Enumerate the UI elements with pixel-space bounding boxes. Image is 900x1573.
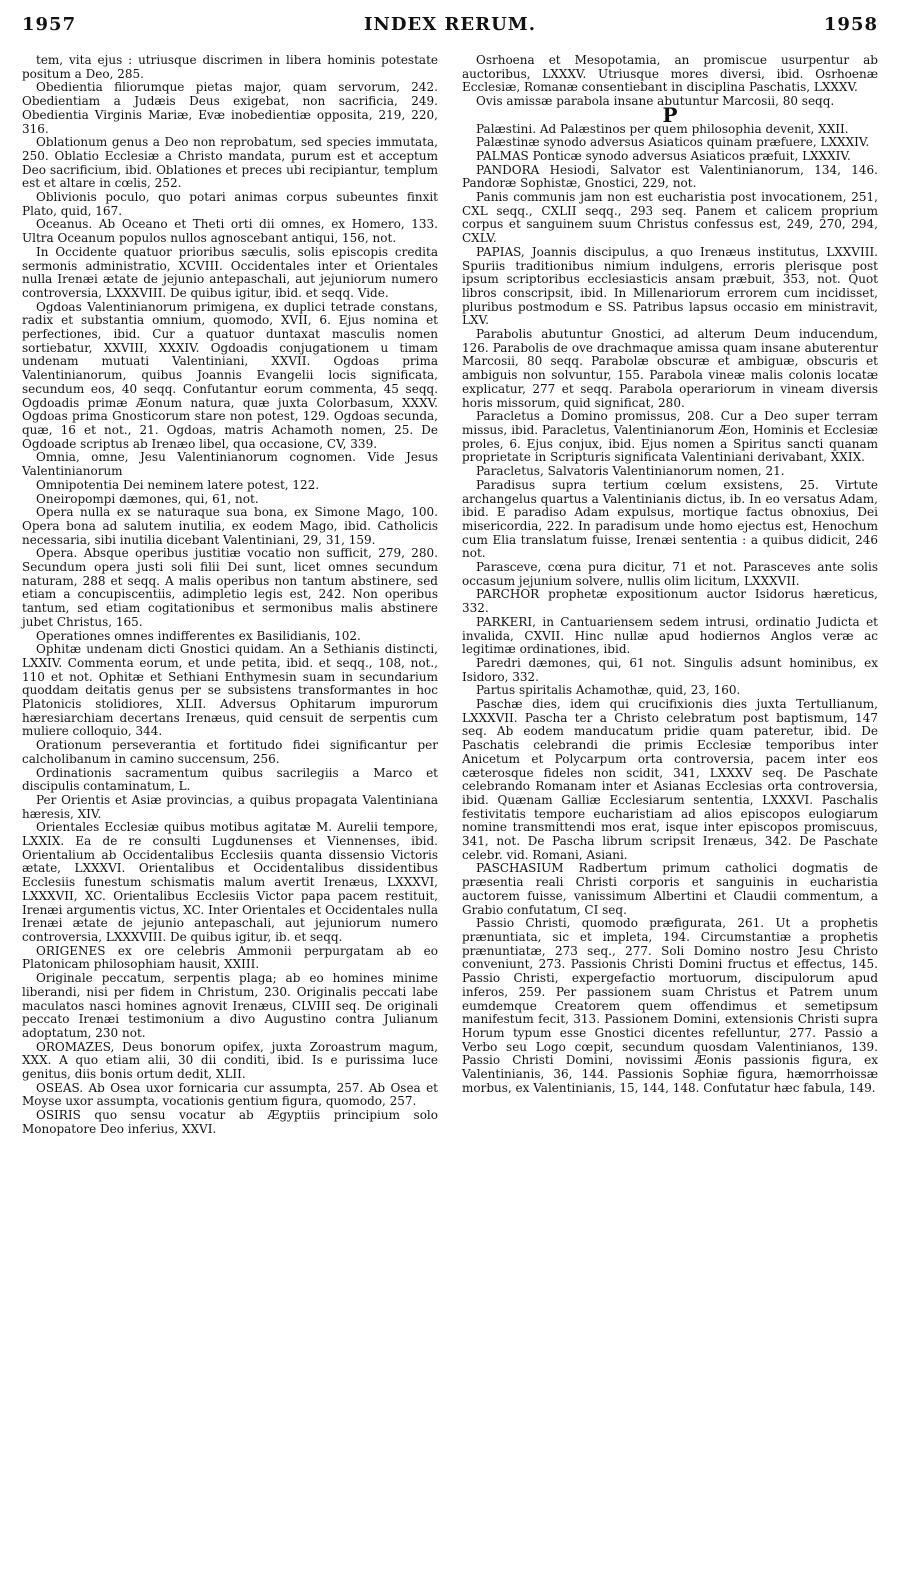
index-entry: Paracletus a Domino promissus, 208. Cur a Deo super terram missus, ibid. Paracletus, Valentinianorum Æon, Hominis et Ecclesiæ proles, 6. Ejus conjux, ibid. Ejus nomen a Spiritus sancti quanam proprietate in Scripturis significata Valentiniani derivabant, XXIX. (462, 409, 878, 465)
index-entry: PAPIAS, Joannis discipulus, a quo Irenæus institutus, LXXVIII. Spuriis traditionibus nimium indulgens, erroris plerisque post ipsum scriptoribus ecclesiasticis ansam præbuit, 353, not. Quot libros conscripsit, ibid. In Millenariorum errorem cum incidisset, pluribus postmodum e SS. Patribus lapsus occasio em ministravit, LXV. (462, 244, 878, 328)
index-entry: Partus spiritalis Achamothæ, quid, 23, 160. (476, 683, 741, 698)
index-entry: OSIRIS quo sensu vocatur ab Ægyptiis principium solo Monopatore Deo inferius, XXVI. (22, 1108, 438, 1136)
index-entry: Omnipotentia Dei neminem latere potest, 122. (36, 477, 320, 492)
index-entry: tem, vita ejus : utriusque discrimen in libera hominis potestate positum a Deo, 285. (22, 53, 438, 81)
index-entry: Opera. Absque operibus justitiæ vocatio non sufficit, 279, 280. Secundum opera justi soli filii Dei sunt, licet omnes secundum naturam, 288 et seqq. A malis operibus non tantum abstinere, sed etiam a concupiscentiis, adimpletio legis est, 242. Non operibus tantum, sed etiam cogitationibus et sermonibus malis abstinere jubet Christus, 165. (22, 546, 438, 629)
index-entry: Parabolis abutuntur Gnostici, ad alterum Deum inducendum, 126. Parabolis de ove drachmaque amissa quam insane abuterentur Marcosii, 80 seqq. Parabolæ obscuræ et ambiguæ, obscuris et ambiguis non solvuntur, 155. Parabola vineæ malis colonis locatæ explicatur, 277 et seqq. Parabola operariorum in vineam diversis horis missorum, quid significat, 280. (462, 327, 878, 410)
index-entry: OSEAS. Ab Osea uxor fornicaria cur assumpta, 257. Ab Osea et Moyse uxor assumpta, vocationis gentium figura, quomodo, 257. (22, 1080, 438, 1109)
index-entry: PASCHASIUM Radbertum primum catholici dogmatis de præsentia reali Christi corporis et sanguinis in eucharistia auctorem fuisse, vanissimum Albertini et Claudii commentum, a Grabio confutatum, CI seq. (462, 861, 878, 917)
page-title: INDEX RERUM. (364, 14, 536, 35)
index-entry: ORIGENES ex ore celebris Ammonii perpurgatam ab eo Platonicam philosophiam hausit, XXIII. (22, 943, 438, 972)
index-entry: PARKERI, in Cantuariensem sedem intrusi, ordinatio Judicta et invalida, CXVII. Hinc nullæ apud hodiernos Anglos veræ ac legitimæ ordinationes, ibid. (462, 614, 878, 657)
index-entry: Operationes omnes indifferentes ex Basilidianis, 102. (36, 628, 361, 643)
index-entry: Paracletus, Salvatoris Valentinianorum nomen, 21. (476, 464, 785, 479)
index-entry: Ogdoas Valentinianorum primigena, ex duplici tetrade constans, radix et substantia omnium, quomodo, XVII, 6. Ejus nomina et perfectiones, ibid. Cur a quatuor duntaxat masculis nomen sortiebatur, XXVIII, XXXIV. Ogdoadis conjugationem u timam undenam mutuati Valentiniani, XXVII. Ogdoas prima Valentinianorum, quibus Joannis Evangelii locis significata, secundum eos, 40 seqq. Confutantur eorum commenta, 45 seqq. Ogdoadis primæ Æonum natura, quæ juxta Colorbasum, XXXV. Ogdoas prima Gnosticorum stare non potest, 129. Ogdoas secunda, quæ, 16 et not., 21. Ogdoas, matris Achamoth nomen, 25. De Ogdoade scriptus ab Irenæo libel, qua occasione, CV, 339. (22, 299, 438, 451)
index-entry: Oceanus. Ab Oceano et Theti orti dii omnes, ex Homero, 133. Ultra Oceanum populos nullos agnoscebant antiqui, 156, not. (22, 217, 438, 246)
index-entry: Ordinationis sacramentum quibus sacrilegiis a Marco et discipulis contaminatum, L. (22, 765, 438, 794)
index-entry: Paredri dæmones, qui, 61 not. Singulis adsunt hominibus, ex Isidoro, 332. (462, 655, 878, 684)
left-column (22, 54, 438, 1137)
page-header (22, 14, 878, 50)
index-entry: Originale peccatum, serpentis plaga; ab eo homines minime liberandi, nisi per fidem in Christum, 230. Originalis peccati labe maculatos nasci homines agnovit Irenæus, CLVIII seq. De originali peccato Irenæi testimonium a divo Augustino contra Julianum adoptatum, 230 not. (22, 971, 438, 1040)
index-entry: Omnia, omne, Jesu Valentinianorum cognomen. Vide Jesus Valentinianorum (22, 450, 438, 479)
index-entry: Palæstini. Ad Palæstinos per quem philosophia devenit, XXII. (476, 121, 849, 136)
index-entry: Oneiropompi dæmones, qui, 61, not. (36, 491, 259, 506)
index-entry: Palæstinæ synodo adversus Asiaticos quinam præfuere, LXXXIV. (476, 135, 870, 150)
index-entry: Parasceve, cœna pura dicitur, 71 et not. Parasceves ante solis occasum jejunium solvere, nullis olim licitum, LXXXVII. (462, 560, 878, 588)
index-entry: Oblivionis poculo, quo potari animas corpus subeuntes finxit Plato, quid, 167. (22, 190, 438, 218)
index-entry: Oblationum genus a Deo non reprobatum, sed species immutata, 250. Oblatio Ecclesiæ a Christo mandata, purum est et acceptum Deo sacrificium, ibid. Oblationes et preces ubi recipiantur, templum est et altare in cœlis, 252. (22, 135, 438, 191)
index-entry: Panis communis jam non est eucharistia post invocationem, 251, CXL seqq., CXLII seqq., 293 seq. Panem et calicem proprium corpus et sanguinem suum Christus confessus est, 249, 270, 294, CXLV. (462, 190, 878, 246)
section-letter: P (662, 102, 678, 127)
index-entry: Osrhoena et Mesopotamia, an promiscue usurpentur ab auctoribus, LXXXV. Utriusque mores diversi, ibid. Osrhoenæ Ecclesiæ, Romanæ consentiebant in disciplina Paschatis, LXXXV. (462, 53, 878, 95)
index-entry: Per Orientis et Asiæ provincias, a quibus propagata Valentiniana hæresis, XIV. (22, 792, 438, 821)
index-columns (22, 54, 878, 1137)
left-page-number: 1957 (22, 14, 77, 35)
index-entry: In Occidente quatuor prioribus sæculis, solis episcopis credita sermonis administratio, XCVIII. Occidentales inter et Orientales nulla Irenæi ætate de jejunio antepaschali, aut jejuniorum numero controversia, LXXXVIII. De quibus igitur, ibid. et seqq. Vide. (22, 244, 438, 300)
index-entry: Ophitæ undenam dicti Gnostici quidam. An a Sethianis distincti, LXXIV. Commenta eorum, et unde petita, ibid. et seqq., 108, not., 110 et not. Ophitæ et Sethiani Enthymesin suam in secundarium quoddam deitatis genus per se subsistens transformantes in hoc Platonicis stolidiores, XLII. Adversus Ophitarum impurorum hæresiarchiam decertans Irenæus, quid censuit de serpentis cum muliere colloquio, 344. (22, 642, 438, 739)
index-entry: Paschæ dies, idem qui crucifixionis dies juxta Tertullianum, LXXXVII. Pascha ter a Christo celebratum post baptismum, 147 seq. Ab eodem manducatum pridie quam pateretur, ibid. De Paschatis celebrandi die primis Ecclesiæ temporibus inter Anicetum et Polycarpum orta controversia, pacem inter eos cæterosque fideles non scidit, 341, LXXXV seq. De Paschate celebrando Romanam inter et Asianas Ecclesias orta controversia, ibid. Quænam Galliæ Ecclesiarum sententia, LXXXVI. Paschalis festivitatis tempore eucharistiam ad alios episcopos eulogiarum nomine transmittendi mos erat, isque inter episcopos promiscuus, 341, not. De Pascha librum scripsit Irenæus, 342. De Paschate celebr. vid. Romani, Asiani. (462, 697, 878, 862)
index-entry: PARCHOR prophetæ expositionum auctor Isidorus hæreticus, 332. (462, 587, 878, 616)
right-page-number: 1958 (823, 14, 878, 35)
index-entry: Opera nulla ex se naturaque sua bona, ex Simone Mago, 100. Opera bona ad salutem inutilia, ex eodem Mago, ibid. Catholicis necessaria, sibi inutilia dicebant Valentiniani, 29, 31, 159. (22, 505, 438, 547)
index-entry: Orientales Ecclesiæ quibus motibus agitatæ M. Aurelii tempore, LXXIX. Ea de re consulti Lugdunenses et Viennenses, ibid. Orientalium ab Occidentalibus Ecclesiis quanta dissensio Victoris ætate, LXXXVI. Orientalibus et Occidentalibus dissidentibus Ecclesiis funestum schismatis malum avertit Irenæus, LXXXVI, LXXXVII, XC. Orientalibus Ecclesiis Victor papa pacem restituit, Irenæi argumentis victus, XC. Inter Orientales et Occidentales nulla Irenæi ætate de jejunio antepaschali, aut jejuniorum numero controversia, LXXXVIII. De quibus igitur, ib. et seqq. (22, 820, 438, 944)
index-entry: Passio Christi, quomodo præfigurata, 261. Ut a prophetis prænuntiata, sic et impleta, 194. Circumstantiæ a prophetis prænuntiatæ, 273 seq., 277. Soli Domino nostro Jesu Christo conveniunt, 273. Passionis Christi Domini fructus et effectus, 145. Passio Christi, expergefactio mortuorum, discipulorum apud inferos, 259. Per passionem suam Christus et Patrem unum eumdemque Creatorem quem offendimus et semetipsum manifestum fecit, 313. Passionem Domini, extensionis Christi supra Horum typum esse Gnostici dicentes refelluntur, 277. Passio a Verbo seu Logo cœpit, secundum quosdam Valentinianos, 139. Passio Christi Domini, novissimi Æonis passionis figura, ex Valentinianis, 36, 144. Passionis Sophiæ figura, hæmorrhoissæ morbus, ex Valentinianis, 15, 144, 148. Confutatur hæc fabula, 149. (462, 916, 878, 1095)
index-entry: PANDORA Hesiodi, Salvator est Valentinianorum, 134, 146. Pandoræ Sophistæ, Gnostici, 229, not. (462, 162, 878, 191)
index-entry: OROMAZES, Deus bonorum opifex, juxta Zoroastrum magum, XXX. A quo etiam alii, 30 dii conditi, ibid. Is e purissima luce genitus, diis bonis ortum dedit, XLII. (22, 1039, 438, 1082)
index-entry: Ovis amissæ parabola insane abutuntur Marcosii, 80 seqq. (476, 94, 835, 109)
index-entry: Obedientia filiorumque pietas major, quam servorum, 242. Obedientiam a Judæis Deus exigebat, non sacrificia, 249. Obedientia Virginis Mariæ, Evæ inobedientiæ opposita, 219, 220, 316. (22, 80, 438, 136)
index-entry: Orationum perseverantia et fortitudo fidei significantur per calcholibanum in camino succensum, 256. (22, 738, 438, 766)
index-entry: Paradisus supra tertium cœlum exsistens, 25. Virtute archangelus quartus a Valentinianis dictus, ib. In eo versatus Adam, ibid. E paradiso Adam expulsus, mortique factus obnoxius, Dei misericordia, 222. In paradisum unde homo ejectus est, Henochum cum Elia translatum fuisse, Irenæi sententia : a quibus didicit, 246 not. (462, 477, 878, 561)
index-entry: PALMAS Ponticæ synodo adversus Asiaticos præfuit, LXXXIV. (476, 148, 851, 163)
right-column (462, 54, 878, 1137)
